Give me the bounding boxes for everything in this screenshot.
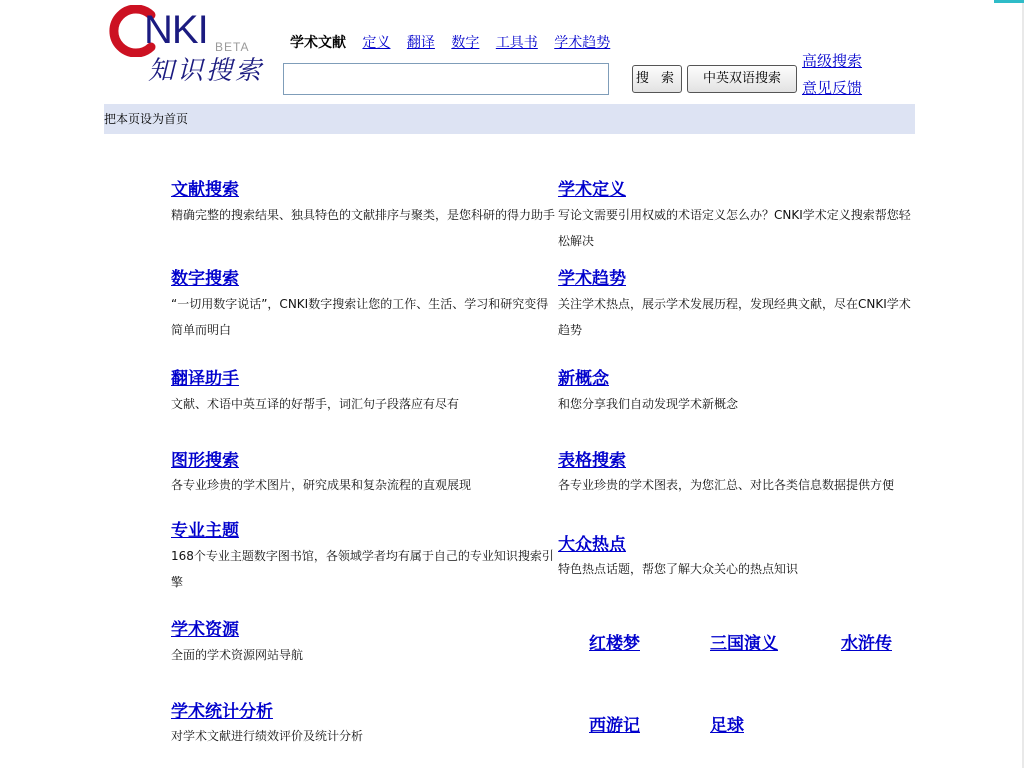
item-desc-academic-statistics: 对学术文献进行绩效评价及统计分析 bbox=[171, 729, 364, 743]
bilingual-search-button[interactable]: 中英双语搜索 bbox=[687, 65, 797, 93]
topic-link-sanguoyanyi[interactable]: 三国演义 bbox=[710, 634, 778, 654]
item-title-translation-assistant[interactable]: 翻译助手 bbox=[171, 369, 239, 389]
item-title-academic-statistics[interactable]: 学术统计分析 bbox=[171, 702, 273, 722]
item-title-academic-trends[interactable]: 学术趋势 bbox=[558, 269, 626, 289]
topic-link-xiyouji[interactable]: 西游记 bbox=[589, 716, 640, 736]
item-desc-literature-search: 精确完整的搜索结果、独具特色的文献排序与聚类，是您科研的得力助手 bbox=[171, 208, 556, 222]
item-title-academic-definition[interactable]: 学术定义 bbox=[558, 180, 626, 200]
item-title-new-concepts[interactable]: 新概念 bbox=[558, 369, 609, 389]
item-desc-academic-trends: 关注学术热点，展示学术发展历程，发现经典文献，尽在CNKI学术趋势 bbox=[558, 297, 911, 337]
item-title-literature-search[interactable]: 文献搜索 bbox=[171, 180, 239, 200]
item-desc-professional-topics: 168个专业主题数字图书馆，各领域学者均有属于自己的专业知识搜索引擎 bbox=[171, 549, 554, 589]
logo-subtitle: 知识搜索 bbox=[148, 56, 265, 86]
item-title-graphic-search[interactable]: 图形搜索 bbox=[171, 451, 239, 471]
advanced-search-link[interactable]: 高级搜索 bbox=[802, 52, 863, 70]
item-desc-academic-resources: 全面的学术资源网站导航 bbox=[171, 648, 304, 662]
search-type-nav bbox=[290, 32, 622, 52]
feedback-link[interactable]: 意见反馈 bbox=[802, 79, 863, 97]
item-desc-academic-definition: 写论文需要引用权威的术语定义怎么办？CNKI学术定义搜索帮您轻松解决 bbox=[558, 208, 911, 248]
item-title-academic-resources[interactable]: 学术资源 bbox=[171, 620, 239, 640]
topic-link-shuihuzhuan[interactable]: 水浒传 bbox=[841, 634, 892, 654]
nav-link-reference-books[interactable]: 工具书 bbox=[495, 35, 538, 51]
item-title-number-search[interactable]: 数字搜索 bbox=[171, 269, 239, 289]
window-accent bbox=[994, 0, 1024, 3]
item-desc-popular-topics: 特色热点话题，帮您了解大众关心的热点知识 bbox=[558, 562, 799, 576]
item-title-popular-topics[interactable]: 大众热点 bbox=[558, 535, 626, 555]
search-button[interactable]: 搜 索 bbox=[632, 65, 682, 93]
nav-academic-literature[interactable]: 学术文献 bbox=[290, 35, 346, 51]
topic-link-football[interactable]: 足球 bbox=[710, 716, 744, 736]
item-title-table-search[interactable]: 表格搜索 bbox=[558, 451, 626, 471]
logo-text: NKI bbox=[144, 8, 208, 52]
item-desc-number-search: “一切用数字说话”，CNKI数字搜索让您的工作、生活、学习和研究变得简单而明白 bbox=[171, 297, 549, 337]
item-desc-translation-assistant: 文献、术语中英互译的好帮手，词汇句子段落应有尽有 bbox=[171, 397, 460, 411]
search-input[interactable] bbox=[283, 63, 609, 95]
item-desc-new-concepts: 和您分享我们自动发现学术新概念 bbox=[558, 397, 739, 411]
item-desc-graphic-search: 各专业珍贵的学术图片，研究成果和复杂流程的直观展现 bbox=[171, 478, 472, 492]
topic-link-hongloumeng[interactable]: 红楼梦 bbox=[589, 634, 640, 654]
nav-link-translation[interactable]: 翻译 bbox=[406, 35, 435, 51]
item-title-professional-topics[interactable]: 专业主题 bbox=[171, 521, 239, 541]
logo-beta: BETA bbox=[215, 40, 250, 54]
nav-link-definition[interactable]: 定义 bbox=[362, 35, 391, 51]
item-desc-table-search: 各专业珍贵的学术图表，为您汇总、对比各类信息数据提供方便 bbox=[558, 478, 895, 492]
nav-link-numbers[interactable]: 数字 bbox=[451, 35, 480, 51]
homepage-bar bbox=[104, 104, 915, 134]
set-homepage-link[interactable]: 把本页设为首页 bbox=[104, 112, 189, 126]
nav-link-academic-trends[interactable]: 学术趋势 bbox=[554, 35, 611, 51]
